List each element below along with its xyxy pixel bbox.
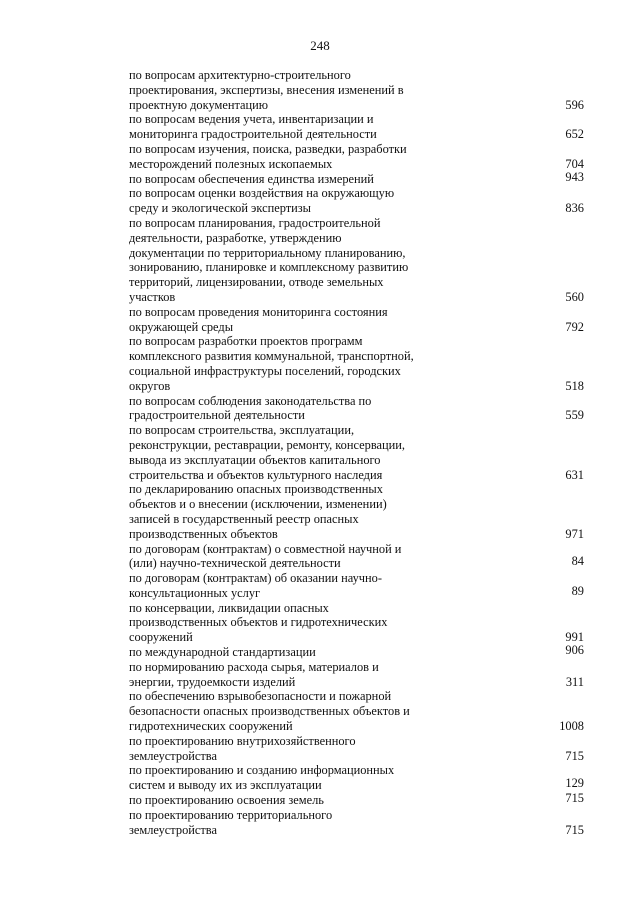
entry-text-line: по вопросам архитектурно-строительного (129, 68, 351, 82)
entry-text-line: по обеспечению взрывобезопасности и пожарной (129, 689, 392, 704)
entry-page-number: 943 (565, 169, 584, 184)
index-entry (129, 645, 584, 660)
entry-text-line: (или) научно-технической деятельности (129, 556, 341, 571)
index-entry (129, 763, 584, 793)
entry-text-line: объектов и о внесении (исключении, изменении) (129, 497, 387, 512)
entry-text-line: окружающей среды (129, 319, 234, 334)
entry-text-line: по вопросам оценки воздействия на окружающую (129, 186, 395, 201)
entry-page-number: 792 (565, 319, 584, 334)
index-entry (129, 394, 584, 424)
entry-text-line: по вопросам соблюдения законодательства по (129, 393, 372, 408)
entry-text-line: производственных объектов (129, 526, 278, 541)
entry-page-number: 596 (565, 97, 584, 112)
index-entry (129, 423, 584, 482)
index-entry (129, 216, 584, 305)
index-entry (129, 571, 584, 601)
entry-text-line: по вопросам проведения мониторинга состояния (129, 304, 388, 319)
entry-text-line: производственных объектов и гидротехнических (129, 615, 388, 630)
entry-text-line: вывода из эксплуатации объектов капитального (129, 452, 381, 467)
entry-text-line: по проектированию территориального (129, 807, 333, 822)
entry-text-line: по международной стандартизации (129, 645, 316, 660)
entry-text-line: по нормированию расхода сырья, материалов и (129, 659, 379, 674)
entry-text-line: среду и экологической экспертизы (129, 201, 311, 216)
index-list (129, 68, 584, 837)
entry-text-line: по вопросам планирования, градостроительной (129, 215, 381, 230)
entry-page-number: 715 (565, 748, 584, 763)
entry-text-line: записей в государственный реестр опасных (129, 511, 359, 526)
entry-text-line: документации по территориальному планированию, (129, 245, 406, 260)
entry-page-number: 89 (571, 583, 584, 598)
entry-text-line: месторождений полезных ископаемых (129, 156, 333, 171)
entry-text-line: землеустройства (129, 748, 217, 763)
index-entry (129, 808, 584, 838)
entry-text-line: по вопросам ведения учета, инвентаризации и (129, 112, 374, 127)
entry-page-number: 715 (565, 791, 584, 806)
entry-page-number: 836 (565, 201, 584, 216)
entry-text-line: реконструкции, реставрации, ремонту, консервации, (129, 437, 406, 452)
index-entry (129, 169, 584, 187)
entry-text-line: безопасности опасных производственных объектов и (129, 704, 410, 719)
entry-page-number: 652 (565, 127, 584, 142)
index-entry (129, 542, 584, 572)
entry-text-line: по договорам (контрактам) об оказании научно- (129, 571, 382, 586)
entry-text-line: по вопросам разработки проектов программ (129, 334, 363, 349)
entry-page-number: 129 (565, 776, 584, 791)
entry-text-line: по декларированию опасных производственных (129, 482, 383, 497)
entry-text-line: по проектированию внутрихозяйственного (129, 733, 356, 748)
entry-text-line: по вопросам строительства, эксплуатации, (129, 423, 355, 438)
entry-text-line: зонированию, планировке и комплексному развитию (129, 260, 409, 275)
entry-page-number: 971 (565, 526, 584, 541)
entry-page-number: 84 (571, 554, 584, 569)
entry-page-number: 560 (565, 289, 584, 304)
index-entry (129, 482, 584, 541)
entry-page-number: 559 (565, 408, 584, 423)
entry-text-line: территорий, лицензировании, отводе земельных (129, 275, 384, 290)
entry-page-number: 1008 (559, 719, 584, 734)
index-entry (129, 734, 584, 764)
entry-text-line: энергии, трудоемкости изделий (129, 674, 296, 689)
entry-text-line: систем и выводу их из эксплуатации (129, 778, 322, 793)
index-entry (129, 660, 584, 690)
index-entry (129, 601, 584, 645)
entry-text-line: участков (129, 289, 176, 304)
entry-text-line: по договорам (контрактам) о совместной научной и (129, 541, 402, 556)
index-entry (129, 334, 584, 393)
entry-text-line: по проектированию освоения земель (129, 793, 324, 808)
entry-text-line: деятельности, разработке, утверждению (129, 230, 342, 245)
entry-text-line: проектирования, экспертизы, внесения изменений в (129, 82, 404, 97)
index-entry (129, 793, 584, 808)
entry-text-line: гидротехнических сооружений (129, 719, 293, 734)
index-entry (129, 112, 584, 142)
index-entry (129, 305, 584, 335)
entry-text-line: по проектированию и созданию информационных (129, 763, 395, 778)
index-entry (129, 68, 584, 112)
index-entry (129, 689, 584, 733)
entry-page-number: 518 (565, 378, 584, 393)
entry-page-number: 631 (565, 467, 584, 482)
entry-text-line: мониторинга градостроительной деятельности (129, 127, 377, 142)
entry-text-line: по вопросам изучения, поиска, разведки, разработки (129, 141, 407, 156)
entry-text-line: округов (129, 378, 171, 393)
index-entry (129, 186, 584, 216)
entry-text-line: по консервации, ликвидации опасных (129, 600, 329, 615)
entry-page-number: 906 (565, 643, 584, 658)
index-entry (129, 142, 584, 172)
entry-page-number: 704 (565, 156, 584, 171)
entry-text-line: строительства и объектов культурного наследия (129, 467, 383, 482)
entry-text-line: градостроительной деятельности (129, 408, 305, 423)
entry-text-line: комплексного развития коммунальной, транспортной, (129, 349, 414, 364)
entry-text-line: сооружений (129, 630, 193, 645)
entry-text-line: проектную документацию (129, 97, 269, 112)
entry-page-number: 715 (565, 822, 584, 837)
entry-text-line: консультационных услуг (129, 585, 261, 600)
page-number: 248 (310, 38, 330, 53)
entry-page-number: 991 (565, 630, 584, 645)
entry-text-line: землеустройства (129, 822, 217, 837)
entry-text-line: социальной инфраструктуры поселений, городских (129, 363, 401, 378)
entry-text-line: по вопросам обеспечения единства измерений (129, 171, 374, 186)
entry-page-number: 311 (565, 674, 584, 689)
